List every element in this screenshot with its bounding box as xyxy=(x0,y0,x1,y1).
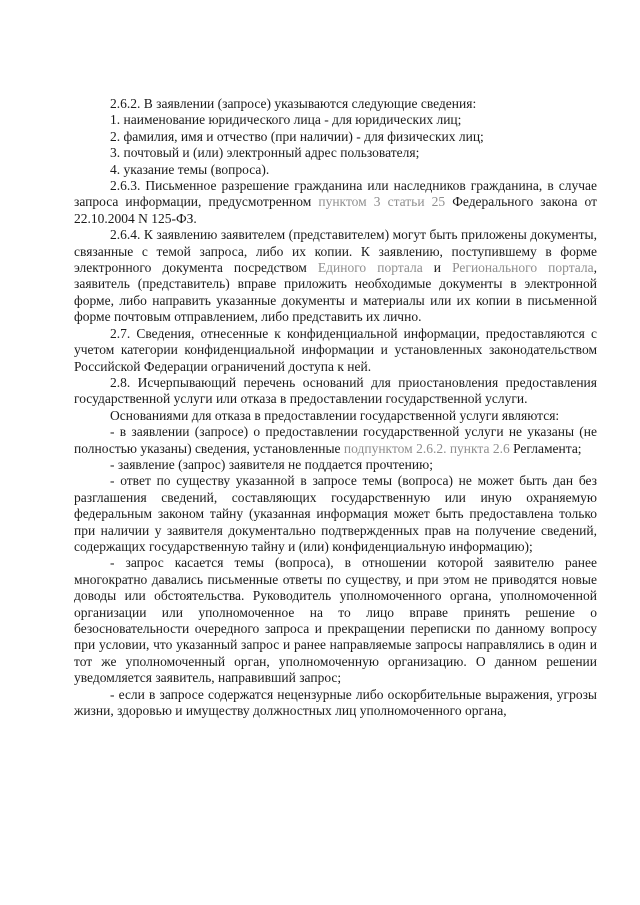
refusal-ground-item xyxy=(74,424,597,457)
refusal-grounds-intro: Основаниями для отказа в предоставлении государственной услуги являются: xyxy=(110,407,560,423)
paragraph-2-6-2-heading: 2.6.2. В заявлении (запросе) указываются следующие сведения: xyxy=(110,96,477,111)
paragraph-text: 2.6.4. К заявлению заявителем (представителем) могут быть приложены документы, связанные с темой запроса, либо их копии. К заявлению, поступившему в форме электронного документа посредством xyxy=(74,227,597,276)
refusal-ground-item: - запрос касается темы (вопроса), в отношении которой заявителю ранее многократно давались письменные ответы по существу, и при этом не приводятся новые доводы или обстоятельства. Руководитель уполномоченного органа, уполномоченной организации или уполномоченное на то лицо вправе принять решение о безосновательности очередного запроса и прекращении переписки по данному вопросу при условии, что указанный запрос и ранее направляемые запросы направлялись в один и тот же уполномоченный орган, уполномоченную организацию. О данном решении уведомляется заявитель, направивший запрос; xyxy=(74,555,597,686)
paragraph-text: Федерального закона от 22.10.2004 N 125-ФЗ. xyxy=(74,194,597,226)
paragraph-2-8: 2.8. Исчерпывающий перечень оснований для приостановления предоставления государственной услуги или отказа в предоставлении государственной услуги. xyxy=(74,374,597,407)
paragraph-2-7: 2.7. Сведения, отнесенные к конфиденциальной информации, предоставляются с учетом категории конфиденциальной информации и установленных законодательством Российской Федерации ограничений доступа к ней. xyxy=(74,325,597,374)
refusal-ground-item: - ответ по существу указанной в запросе темы (вопроса) не может быть дан без разглашения сведений, составляющих государственную или иную охраняемую федеральным законом тайну (указанная информация может быть предоставлена только при наличии у заявителя документально подтвержденных прав на получение сведений, содержащих государственную тайну и (или) конфиденциальную информацию); xyxy=(74,473,597,554)
paragraph-text: Регламента; xyxy=(509,440,582,456)
paragraph-text: - в заявлении (запросе) о предоставлении государственной услуги не указаны (не полностью указаны) сведения, установленные xyxy=(74,424,597,456)
document-page xyxy=(74,96,597,719)
paragraph-text: и xyxy=(422,260,453,276)
list-item-1: 1. наименование юридического лица - для юридических лиц; xyxy=(110,112,462,128)
regional-portal-link[interactable]: Регионального портала xyxy=(452,260,594,276)
subclause-link[interactable]: подпунктом 2.6.2. пункта 2.6 xyxy=(343,440,510,456)
list-item-4: 4. указание темы (вопроса). xyxy=(110,161,270,177)
paragraph-text: 2.6.3. Письменное разрешение гражданина или наследников гражданина, в случае запроса информации, предусмотренном xyxy=(74,178,597,210)
list-item-2: 2. фамилия, имя и отчество (при наличии) - для физических лиц; xyxy=(110,128,484,144)
refusal-ground-item: - если в запросе содержатся нецензурные либо оскорбительные выражения, угрозы жизни, здоровью и имуществу должностных лиц уполномоченного органа, xyxy=(74,686,597,719)
law-article-link[interactable]: пунктом 3 статьи 25 xyxy=(318,194,446,210)
list-item-3: 3. почтовый и (или) электронный адрес пользователя; xyxy=(110,145,420,161)
refusal-ground-item: - заявление (запрос) заявителя не поддается прочтению; xyxy=(110,456,433,472)
unified-portal-link[interactable]: Единого портала xyxy=(317,260,423,276)
paragraph-2-6-4 xyxy=(74,227,597,325)
paragraph-text: , заявитель (представитель) вправе приложить необходимые документы в электронной форме, либо направить указанные документы и материалы или их копии в письменной форме почтовым отправлением, либо представить их лично. xyxy=(74,260,597,325)
paragraph-2-6-3 xyxy=(74,178,597,227)
